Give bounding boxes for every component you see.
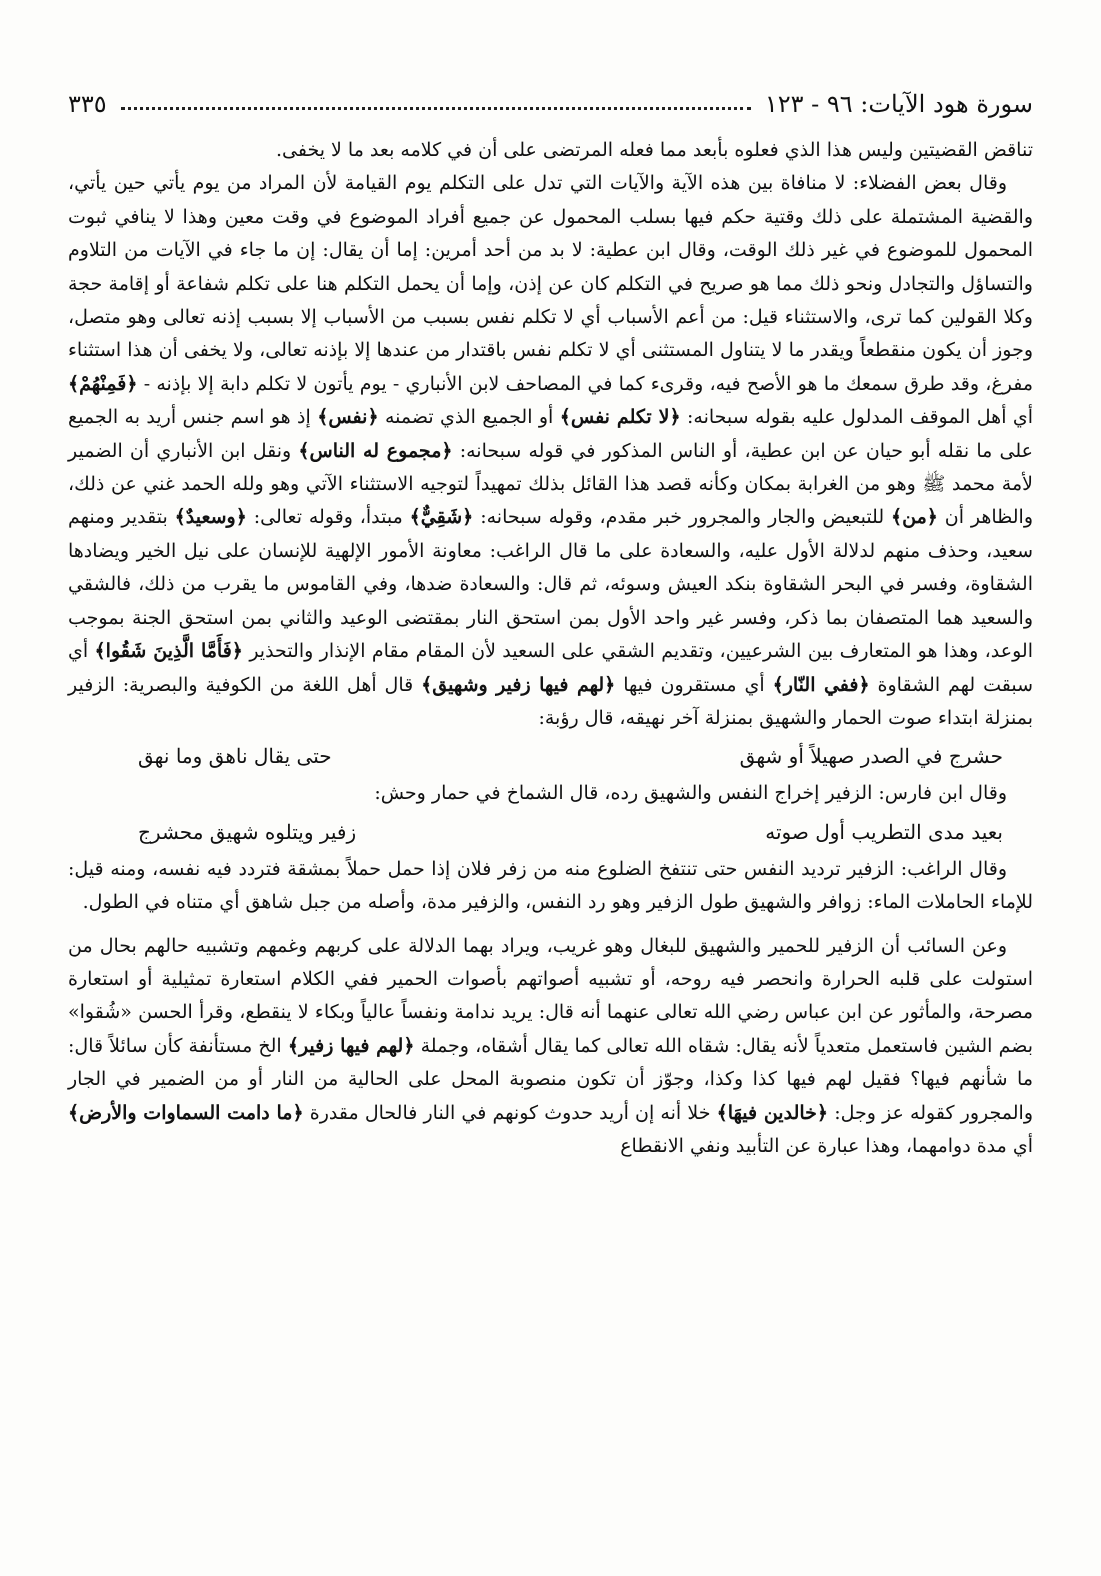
paragraph-3: وقال ابن فارس: الزفير إخراج النفس والشهيق رده، قال الشماخ في حمار وحش:	[374, 782, 1007, 805]
running-header	[68, 82, 1033, 118]
header-title: سورة هود الآيات: ٩٦ - ١٢٣	[764, 90, 1033, 118]
text-run: خلا أنه إن أريد حدوث كونهم في النار فالحال مقدرة	[309, 1101, 711, 1124]
quran-quote: ﴿شَقِيٌّ﴾	[409, 506, 474, 529]
text-run: قال أهل اللغة من الكوفية والبصرية: الزفير بمنزلة ابتداء صوت الحمار والشهيق بمنزلة آخر نهيقه، قال رؤبة:	[68, 673, 1033, 729]
text-run: وقال بعض الفضلاء: لا منافاة بين هذه الآية والآيات التي تدل على التكلم يوم القيامة لأن المراد من يوم يأتي حين يأتي، والقضية المشتملة على ذلك وقتية حكم فيها بسلب المحمول عن جميع أفراد الموضوع في وقت معين وهذا لا ينافي ثبوت المحمول للموضوع في غير ذلك الوقت، وقال ابن عطية: لا بد من أحد أمرين: إما أن يقال: إن ما جاء في الآيات من التلاوم والتساؤل والتجادل ونحو ذلك مما هو صريح في التكلم كان عن إذن، وإما أن يحمل التكلم هنا على تكلم شفاعة أو إقامة حجة وكلا القولين كما ترى، والاستثناء قيل: من أعم الأسباب أي لا تكلم نفس بسبب من الأسباب إلا بسبب إذنه تعالى وهو متصل، وجوز أن يكون منقطعاً ويقدر ما لا يتناول المستثنى أي لا تكلم نفس باقتدار من عندها إلا بإذنه تعالى، ولا يخفى أن هذا استثناء مفرغ، وقد طرق سمعك ما هو الأصح فيه، وقرىء كما في المصاحف لابن الأنباري - يوم يأتون لا تكلم دابة إلا بإذنه -	[68, 172, 1033, 395]
quran-quote: ﴿لهم فيها زفير﴾	[287, 1034, 415, 1057]
quran-quote: ﴿فَمِنْهُمْ﴾	[68, 372, 138, 395]
verse-first-hemistich: حشرج في الصدر صهيلاً أو شهق	[739, 744, 1003, 769]
text-run: أي أهل الموقف المدلول عليه بقوله سبحانه:	[686, 406, 1034, 429]
text-run: للتبعيض والجار والمجرور خبر مقدم، وقوله سبحانه:	[480, 506, 885, 529]
quran-quote: ﴿لا تكلم نفس﴾	[559, 406, 681, 429]
paragraph-2	[68, 167, 1033, 735]
quran-quote: ﴿فَأَمَّا الَّذِينَ شَقُوا﴾	[94, 640, 243, 663]
verse-second-hemistich: زفير ويتلوه شهيق محشرج	[138, 819, 357, 844]
paragraph-1: تناقض القضيتين وليس هذا الذي فعلوه بأبعد مما فعله المرتضى على أن في كلامه بعد ما لا يخفى.	[275, 139, 1033, 161]
quran-quote: ﴿ففي النّار﴾	[772, 673, 870, 696]
quran-quote: ﴿ما دامت السماوات والأرض﴾	[68, 1101, 304, 1124]
text-run: أي مستقرون فيها	[623, 673, 765, 696]
verse-first-hemistich: بعيد مدى التطريب أول صوته	[765, 819, 1003, 844]
text-run: الخ مستأنفة كأن سائلاً قال: ما شأنهم فيها؟ فقيل لهم فيها كذا وكذا، وجوّز أن تكون منصوبة المحل على الحالية من النار أو من الضمير في الجار والمجرور كقوله عز وجل:	[68, 1034, 1033, 1124]
header-dotted-leader	[121, 107, 751, 110]
quran-quote: ﴿نفس﴾	[317, 406, 379, 429]
text-run: إذ هو اسم جنس أريد به الجميع على ما نقله أبو حيان عن ابن عطية، أو الناس المذكور في قوله سبحانه:	[68, 406, 1033, 462]
quran-quote: ﴿خالدين فيهَا﴾	[716, 1101, 829, 1124]
page-number: ٣٣٥	[68, 90, 107, 118]
text-run: مبتدأ، وقوله تعالى:	[253, 506, 403, 529]
text-run: بتقدير ومنهم سعيد، وحذف منهم لدلالة الأول عليه، والسعادة على ما قال الراغب: معاونة الأمور الإلهية للإنسان على نيل الخير ويضادها الشقاوة، وفسر في البحر الشقاوة بنكد العيش وسوئه، ثم قال: والسعادة ضدها، وفي القاموس ما يقرب من ذلك، فالشقي والسعيد هما المتصفان بما ذكر، وفسر غير واحد الأول بمن استحق النار بمقتضى الوعيد والثاني بمن استحق الجنة بموجب الوعد، وهذا هو المتعارف بين الشرعيين، وتقديم الشقي على السعيد لأن المقام مقام الإنذار والتحذير	[68, 506, 1033, 663]
quran-quote: ﴿من﴾	[891, 506, 938, 529]
quran-quote: ﴿مجموع له الناس﴾	[298, 439, 453, 462]
verse-second-hemistich: حتى يقال ناهق وما نهق	[138, 744, 332, 769]
text-run: وعن السائب أن الزفير للحمير والشهيق للبغال وهو غريب، ويراد بهما الدلالة على كربهم وغمهم وتشبيه حالهم بحال من استولت على قلبه الحرارة وانحصر فيه روحه، أو تشبيه أصواتهم بأصوات الحمير ففي الكلام استعارة تمثيلية أو استعارة مصرحة، والمأثور عن ابن عباس رضي الله تعالى عنهما أنه قال: يريد ندامة ونفساً عالياً وبكاء لا ينقطع، وقرأ الحسن «شُقوا» بضم الشين فاستعمل متعدياً لأنه يقال: شقاه الله تعالى كما يقال أشقاه، وجملة	[68, 934, 1033, 1057]
quran-quote: ﴿لهم فيها زفير وشهيق﴾	[421, 673, 616, 696]
paragraph-4: وقال الراغب: الزفير ترديد النفس حتى تنتفخ الضلوع منه من زفر فلان إذا حمل حملاً بمشقة فتردد فيه نفسه، ومنه قيل: للإماء الحاملات الماء: زوافر والشهيق طول الزفير وهو رد النفس، والزفير مدة، وأصله من جبل شاهق أي متناه في الطول.	[68, 857, 1033, 914]
text-run: أي مدة دوامهما، وهذا عبارة عن التأبيد ونفي الانقطاع	[620, 1134, 1033, 1157]
text-run: أي سبقت لهم الشقاوة	[68, 640, 1034, 696]
page-body	[68, 134, 1033, 1163]
paragraph-5	[68, 930, 1033, 1164]
poetry-verse-2	[68, 811, 1033, 853]
poetry-verse-1	[68, 735, 1033, 777]
text-run: أو الجميع الذي تضمنه	[384, 406, 554, 429]
quran-quote: ﴿وسعيدٌ﴾	[174, 506, 247, 529]
text-run: ونقل ابن الأنباري أن الضمير لأمة محمد ﷺ وهو من الغرابة بمكان وكأنه قصد هذا القائل بذلك تمهيداً لتوجيه الاستثناء الآتي وهو ولله الحمد غني عن ذلك، والظاهر أن	[68, 439, 1034, 529]
